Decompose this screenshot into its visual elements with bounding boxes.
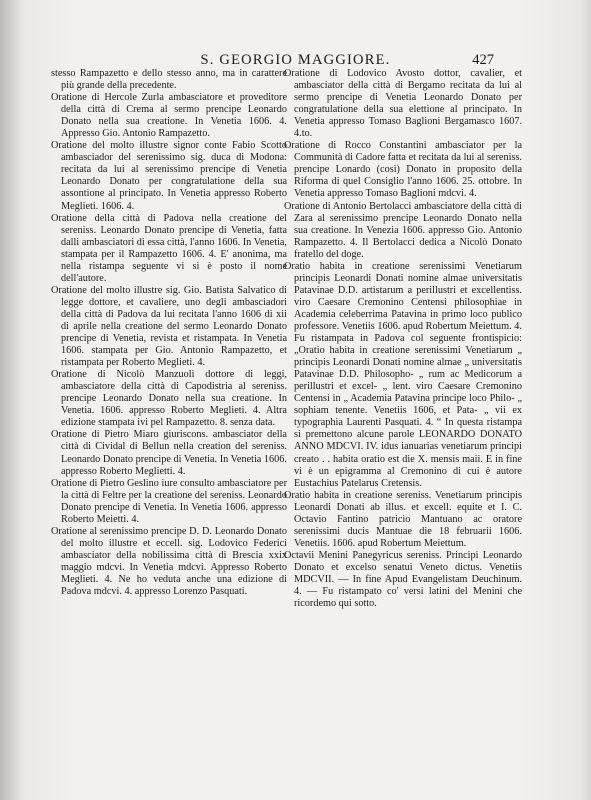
entry-left-6: Oratione di Nicolò Manzuoli dottore di leggi, ambasciatore della città di Capodistria al sereniss. prencipe Leonardo Donato nella sua creatione. In Venetia. 1606. appresso Roberto Meglieti. 4. Altra edizione stampata ivi pel Rampazetto. 8. senza data. <box>51 369 287 429</box>
left-column <box>51 68 287 598</box>
entry-right-3: Oratione di Antonio Bertolacci ambasciatore della città di Zara al serenissimo prencipe Leonardo Donato nella sua creatione. In Venezia 1606. appresso Gio. Antonio Rampazetto. 4. Il Bertolacci dedica a Nicolò Donato fratello del doge. <box>284 200 522 260</box>
entry-right-5: Oratio habita in creatione sereniss. Venetiarum principis Leonardi Donati ab illus. et excell. equite et I. C. Octavio Fantino patricio Mantuano ac oratore serenissimi ducis Mantuae die 18 februarii 1606. Venetiis. 1606. apud Robertum Meiettum. <box>284 489 522 549</box>
entry-right-4: Oratio habita in creatione serenissimi Venetiarum principis Leonardi Donati nomine almae universitatis Patavinae D.D. artistarum a perillustri et excellentiss. viro Caesare Cremonino Centensi philosophiae in Academia celeberrima Patavina in primo loco publico professore. Venetiis 1606. apud Robertum Meiettum. 4. Fu ristampata in Padova col seguente frontispicio: „Oratio habita in creatione serenissimi Venetiarum „ principis Leonardi Donati nomine almae „ universitatis Patavinae D.D. Philosopho- „ rum ac Medicorum a perillustri et excel- „ lent. viro Caesare Cremonino Centensi in „ Academia Patavina principe loco Philo- „ sophiam tenente. Venetiis 1606, et Pata- „ vii ex typographia Laurenti Pasquati. 4. “ In questa ristampa si premettono alcune parole LEONARDO DONATO ANNO MDCVI. IV. idus ianuarias venetiarum principi creato . . habita oratio est die X. mensis maii. E in fine vi è un epigramma al Cremonino di cui è autore Eustachius Patelarus Cretensis. <box>284 260 522 489</box>
entry-left-8: Oratione di Pietro Geslino iure consulto ambasciatore per la città di Feltre per la creatione del sereniss. Leonardo Donato prencipe di Venetia. In Venetia 1606. appresso Roberto Meietti. 4. <box>51 477 287 525</box>
entry-left-9: Oratione al serenissimo prencipe D. D. Leonardo Donato del molto illustre et eccell. sig. Lodovico Federici ambasciator della nobilissima città di Brescia xxix maggio mdcvi. In Venetia mdcvi. Appresso Roberto Meglieti. 4. Ne ho veduta anche una edizione di Padova mdcvi. 4. appresso Lorenzo Pasquati. <box>51 525 287 598</box>
running-title: S. GEORGIO MAGGIORE. <box>200 52 391 68</box>
page-number: 427 <box>472 52 494 68</box>
entry-right-1: Oratione di Lodovico Avosto dottor, cavalier, et ambasciator della città di Bergamo recitata da lui al sermo prencipe di Venetia Leonardo Donato per congratulatione della sua elettione al principato. In Venetia appresso Tomaso Baglioni Bergamasco 1607. 4.to. <box>284 68 522 140</box>
entry-left-3: Oratione del molto illustre signor conte Fabio Scotto ambasciador del serenissimo sig. duca di Modona: recitata da lui al serenissimo prencipe di Venetia Leonardo Donato per congratulatione della sua assontione al principato. In Venetia appresso Roberto Meglieti. 1606. 4. <box>51 140 287 212</box>
entry-right-6: Octavii Menini Panegyricus sereniss. Principi Leonardo Donato et excelso senatui Veneto dictus. Venetiis MDCVII. — In fine Apud Evangelistam Deuchinum. 4. — Fu ristampato co' versi latini del Menini che ricordemo qui sotto. <box>284 549 522 610</box>
entry-left-1: stesso Rampazetto e dello stesso anno, ma in carattere più grande della precedente. <box>51 68 287 92</box>
entry-left-5: Oratione del molto illustre sig. Gio. Batista Salvatico di legge dottore, et cavaliere, uno degli ambasciadori della città di Padova da lui recitata l'anno 1606 di xii di aprile nella creatione del sermo Leonardo Donato prencipe di Venetia, revista et ristampata. In Venetia 1606. stampata per Gio. Antonio Rampazetto, et ristampata per Roberto Meglieti. 4. <box>51 284 287 369</box>
entry-left-4: Oratione della città di Padova nella creatione del sereniss. Leonardo Donato prencipe di Venetia, fatta dalli ambasciatori di essa città, l'anno 1606. In Venetia, stampata per il Rampazetto 1606. 4. E' anonima, ma nella ristampa seguente vi si è posto il nome dell'autore. <box>51 212 287 284</box>
right-column <box>284 68 522 610</box>
entry-left-7: Oratione di Pietro Miaro giuriscons. ambasciator della città di Cividal di Bellun nella creation del sereniss. Leonardo Donato prencipe di Venetia. In Venetia 1606. appresso Roberto Meglietti. 4. <box>51 429 287 477</box>
entry-right-2: Oratione di Rocco Constantini ambasciator per la Communità di Cadore fatta et recitata da lui al sereniss. prencipe Lonardo (così) Donato in proposito della Riforma di quel Consiglio l'anno 1606. 25. ottobre. In Venetia appresso Tomaso Baglioni mdcvi. 4. <box>284 140 522 200</box>
entry-left-2: Oratione di Hercole Zurla ambasciatore et proveditore della città di Crema al sermo prencipe Leonardo Donato nella sua creatione. In Venetia 1606. 4. Appresso Gio. Antonio Rampazetto. <box>51 92 287 140</box>
gutter-shadow <box>0 0 22 800</box>
